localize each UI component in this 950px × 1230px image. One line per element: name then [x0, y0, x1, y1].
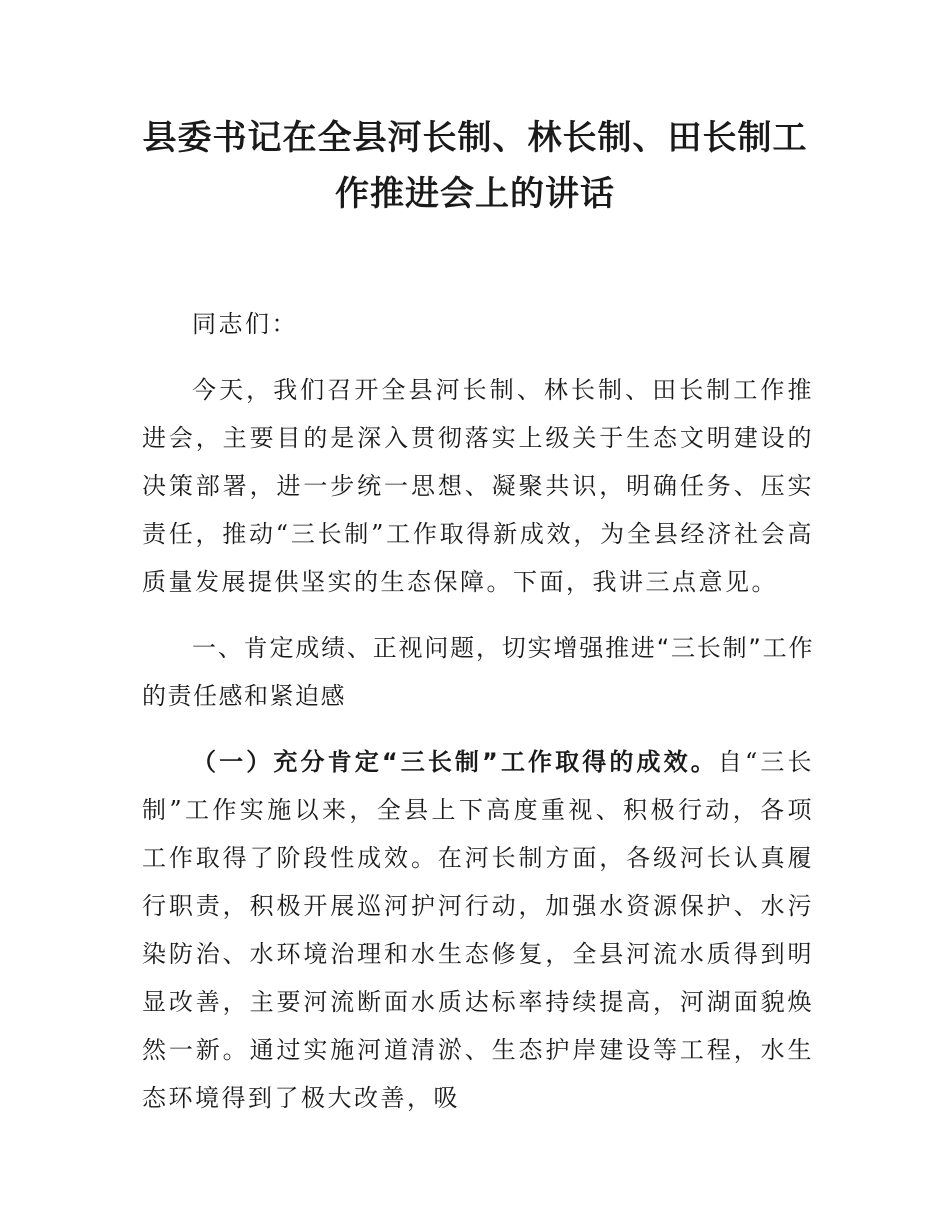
paragraph-achievements-text: 自“三长制”工作实施以来，全县上下高度重视、积极行动，各项工作取得了阶段性成效。在河长制方面，各级河长认真履行职责，积极开展巡河护河行动，加强水资源保护、水污染防治、水环境治理和水生态修复，全县河流水质得到明显改善，主要河流断面水质达标率持续提高，河湖面貌焕然一新。通过实施河道清淤、生态护岸建设等工程，水生态环境得到了极大改善，吸 — [142, 748, 814, 1112]
paragraph-achievements — [142, 738, 814, 1122]
subheading-1: （一）充分肯定“三长制”工作取得的成效。 — [192, 748, 718, 776]
title-line-1: 县委书记在全县河长制、林长制、田长制工 — [142, 118, 808, 158]
section-heading-1: 一、肯定成绩、正视问题，切实增强推进“三长制”工作的责任感和紧迫感 — [142, 634, 814, 710]
document-body — [142, 300, 814, 1122]
title-line-2: 作推进会上的讲话 — [335, 174, 615, 214]
paragraph-intro: 今天，我们召开全县河长制、林长制、田长制工作推进会，主要目的是深入贯彻落实上级关于生态文明建设的决策部署，进一步统一思想、凝聚共识，明确任务、压实责任，推动“三长制”工作取得新成效，为全县经济社会高质量发展提供坚实的生态保障。下面，我讲三点意见。 — [142, 376, 814, 596]
document-title — [100, 110, 850, 222]
salutation: 同志们： — [192, 310, 298, 338]
